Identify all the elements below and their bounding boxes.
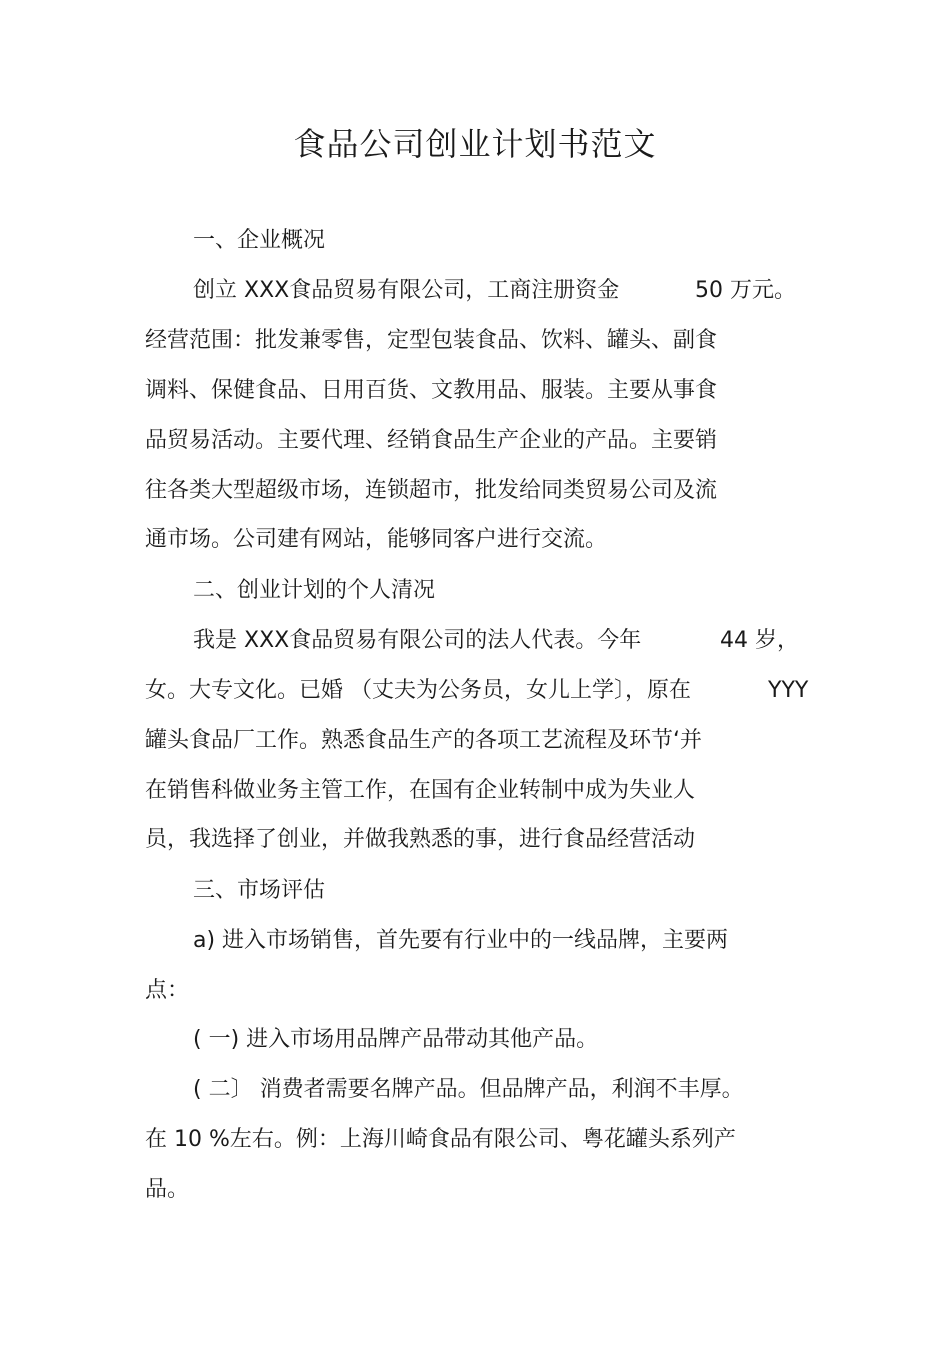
paragraph-line: 往各类大型超级市场，连锁超市，批发给同类贸易公司及流 bbox=[145, 478, 718, 503]
paragraph-line: 在销售科做业务主管工作，在国有企业转制中成为失业人 bbox=[145, 778, 696, 803]
paragraph-line: 经营范围：批发兼零售，定型包装食品、饮料、罐头、副食 bbox=[145, 328, 718, 353]
document-title: 食品公司创业计划书范文 bbox=[293, 125, 657, 163]
paragraph-line: a) 进入市场销售，首先要有行业中的一线品牌，主要两 bbox=[193, 928, 729, 953]
paragraph-line: 罐头食品厂工作。熟悉食品生产的各项工艺流程及环节‘并 bbox=[145, 728, 702, 753]
heading-1: 一、企业概况 bbox=[193, 228, 326, 253]
paragraph-line: 品贸易活动。主要代理、经销食品生产企业的产品。主要销 bbox=[145, 428, 718, 453]
paragraph-line: 我是 XXX食品贸易有限公司的法人代表。今年 bbox=[193, 628, 642, 653]
paragraph-line: 女。大专文化。已婚 （丈夫为公务员，女儿上学〕，原在 bbox=[145, 678, 691, 703]
paragraph-line: 员，我选择了创业，并做我熟悉的事，进行食品经营活动 bbox=[145, 827, 696, 852]
heading-3: 三、市场评估 bbox=[193, 878, 326, 903]
paragraph-line: YYY bbox=[768, 678, 809, 703]
paragraph-line: 在 10 %左右。例：上海川崎食品有限公司、粤花罐头系列产 bbox=[145, 1127, 736, 1152]
paragraph-line: ( 二〕 消费者需要名牌产品。但品牌产品，利润不丰厚。 bbox=[193, 1077, 744, 1102]
paragraph-line: ( 一) 进入市场用品牌产品带动其他产品。 bbox=[193, 1027, 599, 1052]
paragraph-line: 50 万元。 bbox=[695, 278, 796, 303]
paragraph-line: 通市场。公司建有网站，能够同客户进行交流。 bbox=[145, 527, 608, 552]
heading-2: 二、创业计划的个人清况 bbox=[193, 578, 436, 603]
paragraph-line: 44 岁， bbox=[720, 628, 799, 653]
paragraph-line: 调料、保健食品、日用百货、文教用品、服装。主要从事食 bbox=[145, 378, 718, 403]
paragraph-line: 品。 bbox=[145, 1177, 190, 1202]
paragraph-line: 创立 XXX食品贸易有限公司，工商注册资金 bbox=[193, 278, 620, 303]
paragraph-line: 点： bbox=[145, 978, 190, 1003]
